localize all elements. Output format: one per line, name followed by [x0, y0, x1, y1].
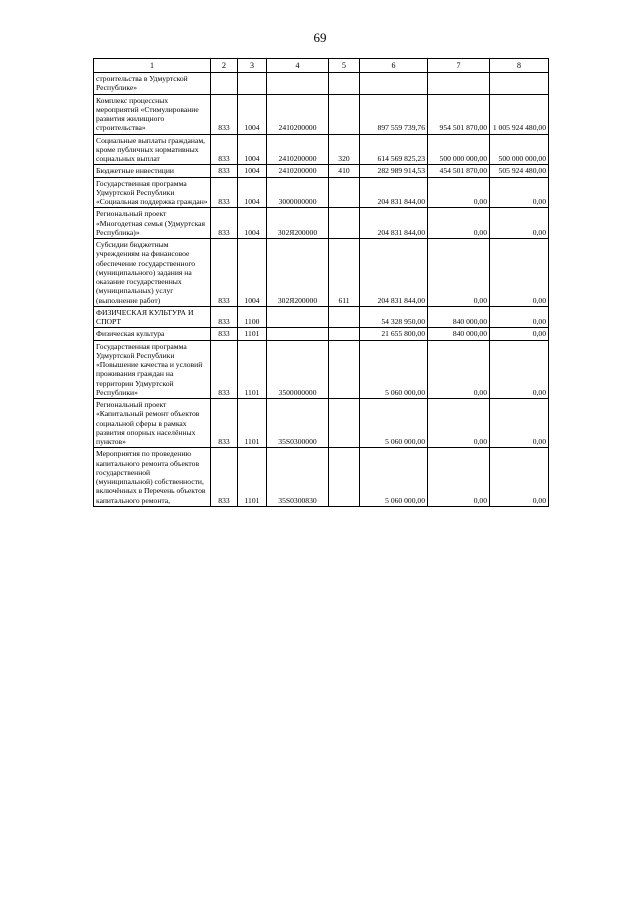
row-amount-1: 204 831 844,00 [360, 208, 428, 239]
row-chapter: 833 [211, 448, 238, 507]
page-number: 69 [313, 30, 327, 45]
row-chapter [211, 73, 238, 95]
row-name: Государственная программа Удмуртской Республики «Социальная поддержка граждан» [94, 177, 211, 208]
row-target-code: 3000000000 [267, 177, 329, 208]
column-header-8: 8 [490, 59, 549, 73]
table-row [94, 399, 549, 448]
row-target-code: 2410200000 [267, 134, 329, 165]
row-section: 1101 [238, 399, 267, 448]
row-section: 1004 [238, 239, 267, 307]
row-chapter: 833 [211, 239, 238, 307]
row-chapter: 833 [211, 340, 238, 399]
column-header-5: 5 [329, 59, 360, 73]
row-name: строительства в Удмуртской Республике» [94, 73, 211, 95]
row-target-code: 35S0300000 [267, 399, 329, 448]
row-expense-type: 320 [329, 134, 360, 165]
table-row [94, 165, 549, 177]
row-target-code: 302Я200000 [267, 208, 329, 239]
row-target-code: 3500000000 [267, 340, 329, 399]
column-header-2: 2 [211, 59, 238, 73]
row-target-code [267, 306, 329, 328]
row-name: ФИЗИЧЕСКАЯ КУЛЬТУРА И СПОРТ [94, 306, 211, 328]
table-row [94, 328, 549, 340]
row-chapter: 833 [211, 306, 238, 328]
row-amount-2: 0,00 [428, 177, 490, 208]
row-amount-3: 0,00 [490, 208, 549, 239]
row-expense-type [329, 340, 360, 399]
table-row [94, 208, 549, 239]
row-amount-2: 500 000 000,00 [428, 134, 490, 165]
row-amount-1: 282 989 914,53 [360, 165, 428, 177]
row-expense-type [329, 306, 360, 328]
row-section: 1101 [238, 340, 267, 399]
row-name: Субсидии бюджетным учреждениям на финансовое обеспечение государственного (муниципального) задания на оказание государственных (муниципальных) услуг (выполнение работ) [94, 239, 211, 307]
column-header-1: 1 [94, 59, 211, 73]
row-amount-2: 0,00 [428, 448, 490, 507]
row-name: Социальные выплаты гражданам, кроме публичных нормативных социальных выплат [94, 134, 211, 165]
row-expense-type [329, 73, 360, 95]
column-header-7: 7 [428, 59, 490, 73]
row-target-code [267, 328, 329, 340]
row-chapter: 833 [211, 208, 238, 239]
row-expense-type [329, 94, 360, 134]
row-target-code [267, 73, 329, 95]
row-expense-type [329, 177, 360, 208]
row-section: 1101 [238, 448, 267, 507]
row-expense-type [329, 328, 360, 340]
row-amount-1: 897 559 739,76 [360, 94, 428, 134]
row-amount-3: 500 000 000,00 [490, 134, 549, 165]
row-section: 1100 [238, 306, 267, 328]
row-name: Региональный проект «Многодетная семья (Удмуртская Республика)» [94, 208, 211, 239]
table-row [94, 94, 549, 134]
row-expense-type [329, 399, 360, 448]
row-chapter: 833 [211, 94, 238, 134]
row-amount-1: 5 060 000,00 [360, 399, 428, 448]
row-name: Региональный проект «Капитальный ремонт объектов социальной сферы в рамках развития опорных населённых пунктов» [94, 399, 211, 448]
row-section: 1004 [238, 165, 267, 177]
budget-table-container [93, 58, 548, 507]
row-section: 1101 [238, 328, 267, 340]
row-section: 1004 [238, 94, 267, 134]
row-name: Комплекс процессных мероприятий «Стимулирование развития жилищного строительства» [94, 94, 211, 134]
row-amount-1: 21 655 800,00 [360, 328, 428, 340]
row-target-code: 35S0300830 [267, 448, 329, 507]
row-amount-1: 5 060 000,00 [360, 340, 428, 399]
row-expense-type: 410 [329, 165, 360, 177]
column-header-3: 3 [238, 59, 267, 73]
column-header-6: 6 [360, 59, 428, 73]
row-expense-type: 611 [329, 239, 360, 307]
row-amount-2: 0,00 [428, 239, 490, 307]
table-row [94, 306, 549, 328]
row-chapter: 833 [211, 399, 238, 448]
row-amount-2: 0,00 [428, 399, 490, 448]
row-amount-1: 5 060 000,00 [360, 448, 428, 507]
row-chapter: 833 [211, 134, 238, 165]
row-amount-2: 840 000,00 [428, 328, 490, 340]
row-chapter: 833 [211, 165, 238, 177]
row-amount-3: 0,00 [490, 177, 549, 208]
row-name: Бюджетные инвестиции [94, 165, 211, 177]
table-row [94, 448, 549, 507]
row-amount-3 [490, 73, 549, 95]
row-amount-1: 204 831 844,00 [360, 239, 428, 307]
row-amount-2: 840 000,00 [428, 306, 490, 328]
row-chapter: 833 [211, 177, 238, 208]
row-section [238, 73, 267, 95]
row-amount-3: 0,00 [490, 340, 549, 399]
row-amount-2 [428, 73, 490, 95]
table-row [94, 134, 549, 165]
row-section: 1004 [238, 177, 267, 208]
row-amount-3: 0,00 [490, 239, 549, 307]
table-row [94, 177, 549, 208]
row-target-code: 2410200000 [267, 165, 329, 177]
row-target-code: 302Я200000 [267, 239, 329, 307]
column-header-4: 4 [267, 59, 329, 73]
row-expense-type [329, 448, 360, 507]
row-amount-1: 204 831 844,00 [360, 177, 428, 208]
row-section: 1004 [238, 208, 267, 239]
row-name: Государственная программа Удмуртской Республики «Повышение качества и условий проживания граждан на территории Удмуртской Республики» [94, 340, 211, 399]
row-name: Физическая культура [94, 328, 211, 340]
row-section: 1004 [238, 134, 267, 165]
budget-table [93, 58, 549, 507]
table-row [94, 340, 549, 399]
row-amount-2: 0,00 [428, 340, 490, 399]
row-amount-3: 0,00 [490, 328, 549, 340]
row-target-code: 2410200000 [267, 94, 329, 134]
row-amount-3: 0,00 [490, 306, 549, 328]
row-chapter: 833 [211, 328, 238, 340]
table-body [94, 59, 549, 507]
row-amount-2: 0,00 [428, 208, 490, 239]
table-row [94, 239, 549, 307]
row-amount-3: 1 005 924 480,00 [490, 94, 549, 134]
row-expense-type [329, 208, 360, 239]
row-amount-2: 454 501 870,00 [428, 165, 490, 177]
row-amount-3: 505 924 480,00 [490, 165, 549, 177]
table-header-row [94, 59, 549, 73]
row-amount-1: 54 328 950,00 [360, 306, 428, 328]
row-amount-1: 614 569 825,23 [360, 134, 428, 165]
row-amount-1 [360, 73, 428, 95]
row-amount-2: 954 501 870,00 [428, 94, 490, 134]
row-amount-3: 0,00 [490, 399, 549, 448]
table-row [94, 73, 549, 95]
row-amount-3: 0,00 [490, 448, 549, 507]
row-name: Мероприятия по проведению капитального ремонта объектов государственной (муниципальной) собственности, включённых в Перечень объектов капитального ремонта, [94, 448, 211, 507]
